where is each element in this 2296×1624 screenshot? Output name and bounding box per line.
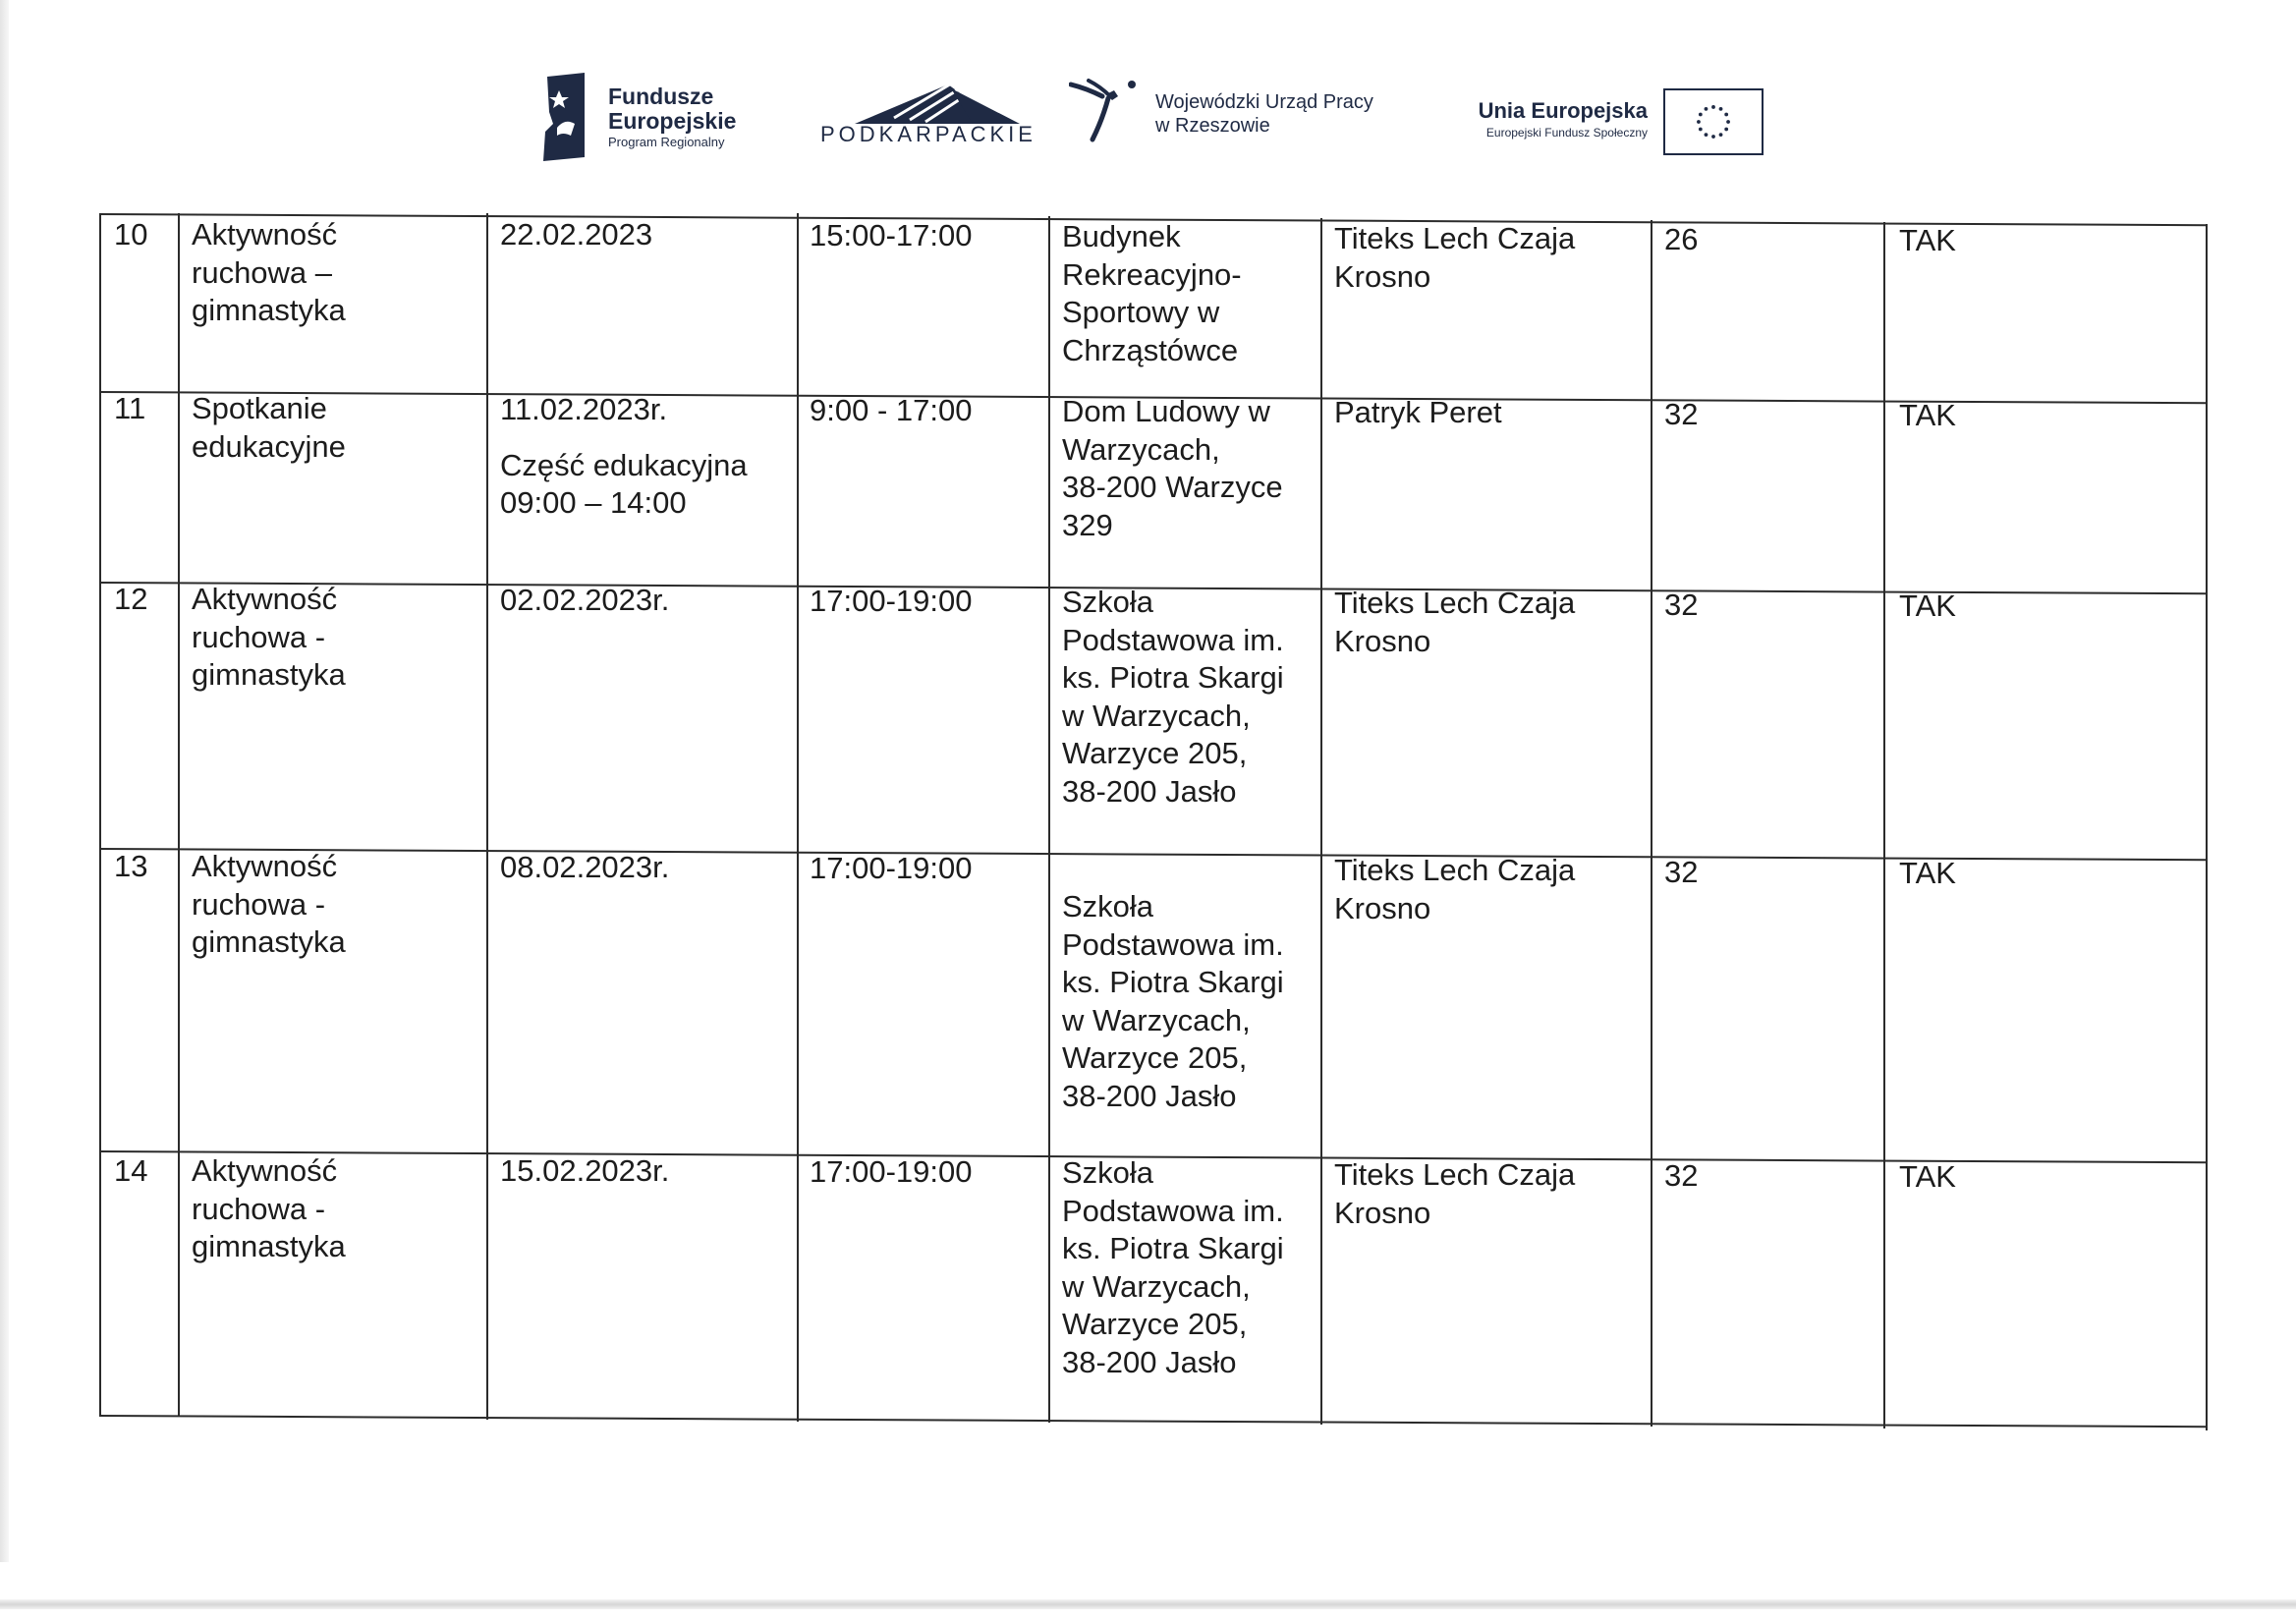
activity-place-line: Sportowy w	[1062, 295, 1220, 329]
activity-provider-line: Krosno	[1334, 890, 1431, 925]
scan-left-edge	[0, 0, 9, 1562]
activity-time: 17:00-19:00	[810, 584, 973, 618]
activity-type-line: Aktywność	[192, 582, 338, 616]
activity-type	[192, 848, 346, 962]
activity-type-line: gimnastyka	[192, 657, 346, 692]
activity-place	[1062, 584, 1284, 811]
activity-type	[192, 1152, 346, 1266]
activity-date-note: Część edukacyjna	[500, 447, 748, 482]
activity-place	[1062, 1154, 1284, 1381]
activity-place-line: 329	[1062, 507, 1113, 542]
activity-type	[192, 581, 346, 695]
activity-time: 9:00 - 17:00	[810, 393, 973, 427]
activity-place-line: w Warzycach,	[1062, 1002, 1251, 1037]
ue-logo-subtitle: Europejski Fundusz Społeczny	[1485, 126, 1648, 140]
activity-time: 17:00-19:00	[810, 851, 973, 885]
podkarpackie-mark-icon	[855, 75, 1022, 126]
activity-place-line: Podstawowa im.	[1062, 1193, 1284, 1228]
activity-type-line: gimnastyka	[192, 924, 346, 959]
activity-date	[500, 582, 669, 620]
activity-provider-line: Titeks Lech Czaja	[1334, 1157, 1576, 1192]
activity-date-line: 08.02.2023r.	[500, 850, 670, 884]
activity-provider-line: Krosno	[1334, 1195, 1431, 1230]
activity-place-line: 38-200 Jasło	[1062, 1078, 1237, 1113]
row-number: 12	[114, 582, 148, 616]
fundusze-europejskie-mark-icon	[539, 73, 588, 161]
activity-place-line: 38-200 Jasło	[1062, 773, 1237, 809]
wup-bird-icon	[1069, 75, 1148, 145]
activity-place-line: ks. Piotra Skargi	[1062, 660, 1284, 695]
activity-place-line: Szkoła	[1062, 1155, 1154, 1190]
activity-place-line: Podstawowa im.	[1062, 926, 1284, 962]
participant-count: 32	[1664, 397, 1699, 431]
status-flag: TAK	[1899, 588, 1956, 623]
fe-logo-line-2: Europejskie	[608, 108, 737, 134]
activity-date-note: 09:00 – 14:00	[500, 485, 687, 520]
table-col-line-7	[1883, 222, 1885, 1428]
activity-provider	[1334, 585, 1575, 660]
activity-type-line: edukacyjne	[192, 428, 346, 464]
activity-place-line: ks. Piotra Skargi	[1062, 1231, 1284, 1265]
activity-place-line: Szkoła	[1062, 585, 1154, 619]
activity-provider-line: Krosno	[1334, 258, 1431, 294]
activity-time: 17:00-19:00	[810, 1154, 973, 1189]
activity-provider	[1334, 1156, 1575, 1232]
activity-type	[192, 216, 346, 330]
table-border-bottom	[99, 1415, 2208, 1428]
eu-flag-icon	[1663, 88, 1764, 155]
table-row-line-3	[99, 848, 2208, 861]
activity-place-line: Warzyce 205,	[1062, 1040, 1248, 1075]
activity-type-line: ruchowa –	[192, 254, 333, 290]
activity-type-line: gimnastyka	[192, 293, 346, 327]
activity-date	[500, 391, 748, 523]
activity-date	[500, 216, 652, 254]
activity-place-line: 38-200 Warzyce	[1062, 470, 1283, 504]
activity-provider	[1334, 394, 1502, 432]
fe-logo-line-3: Program Regionalny	[608, 135, 725, 149]
activity-place	[1062, 393, 1283, 544]
activity-date-line: 11.02.2023r.	[500, 392, 668, 426]
status-flag: TAK	[1899, 1159, 1956, 1194]
fe-logo-line-1: Fundusze	[608, 84, 714, 109]
activity-type-line: Aktywność	[192, 217, 338, 252]
activity-place-line: Warzyce 205,	[1062, 1307, 1248, 1341]
activity-place-line: Warzyce 205,	[1062, 736, 1248, 770]
activity-time: 15:00-17:00	[810, 218, 973, 252]
activity-place	[1062, 218, 1242, 369]
activity-provider-line: Titeks Lech Czaja	[1334, 586, 1576, 620]
podkarpackie-logo-text: PODKARPACKIE	[820, 122, 1036, 146]
activity-provider	[1334, 220, 1575, 296]
activity-provider	[1334, 852, 1575, 927]
activity-place-line: Podstawowa im.	[1062, 622, 1284, 657]
unia-europejska-logo	[1420, 88, 1773, 159]
ue-logo-title: Unia Europejska	[1478, 98, 1648, 123]
wup-logo-line-1: Wojewódzki Urząd Pracy	[1155, 91, 1373, 113]
participant-count: 32	[1664, 1158, 1699, 1193]
status-flag: TAK	[1899, 856, 1956, 890]
activity-provider-line: Krosno	[1334, 623, 1431, 658]
activity-place-line: Warzycach,	[1062, 431, 1220, 467]
table-border-left	[99, 213, 101, 1416]
activity-date-line: 22.02.2023	[500, 217, 653, 252]
activity-type-line: ruchowa -	[192, 886, 326, 922]
activity-place	[1062, 888, 1284, 1115]
status-flag: TAK	[1899, 398, 1956, 432]
scan-bottom-edge	[0, 1599, 2296, 1609]
fundusze-europejskie-logo	[539, 69, 765, 165]
activity-date	[500, 1152, 669, 1191]
activity-date-line: 02.02.2023r.	[500, 583, 670, 617]
activity-place-line: Budynek	[1062, 219, 1181, 253]
activity-date-line: 15.02.2023r.	[500, 1153, 670, 1188]
activity-provider-line: Titeks Lech Czaja	[1334, 853, 1576, 887]
participant-count: 26	[1664, 222, 1699, 256]
activity-place-line: w Warzycach,	[1062, 1268, 1251, 1304]
activity-place-line: Rekreacyjno-	[1062, 256, 1242, 292]
row-number: 13	[114, 849, 148, 883]
row-number: 14	[114, 1153, 148, 1188]
row-number: 11	[114, 391, 146, 425]
row-number: 10	[114, 217, 148, 252]
table-col-line-1	[178, 213, 180, 1416]
activity-provider-line: Patryk Peret	[1334, 395, 1502, 429]
activity-type-line: Spotkanie	[192, 391, 327, 425]
activity-place-line: w Warzycach,	[1062, 698, 1251, 733]
activity-type-line: ruchowa -	[192, 1191, 326, 1226]
wup-rzeszow-logo	[1069, 71, 1423, 149]
activity-place-line: Szkoła	[1062, 889, 1154, 924]
participant-count: 32	[1664, 855, 1699, 889]
participant-count: 32	[1664, 588, 1699, 622]
activity-place-line: Chrząstówce	[1062, 332, 1239, 367]
activity-place-line: 38-200 Jasło	[1062, 1344, 1237, 1379]
table-border-right	[2206, 224, 2208, 1430]
status-flag: TAK	[1899, 223, 1956, 257]
activity-type-line: Aktywność	[192, 1153, 338, 1188]
activity-provider-line: Titeks Lech Czaja	[1334, 221, 1576, 255]
wup-logo-line-2: w Rzeszowie	[1155, 115, 1270, 137]
activity-type-line: ruchowa -	[192, 619, 326, 654]
podkarpackie-logo	[820, 67, 1036, 155]
activity-type-line: Aktywność	[192, 849, 338, 883]
activity-place-line: ks. Piotra Skargi	[1062, 965, 1284, 999]
activity-type	[192, 390, 346, 466]
activity-date	[500, 849, 669, 887]
activity-place-line: Dom Ludowy w	[1062, 394, 1270, 428]
activity-type-line: gimnastyka	[192, 1229, 346, 1263]
